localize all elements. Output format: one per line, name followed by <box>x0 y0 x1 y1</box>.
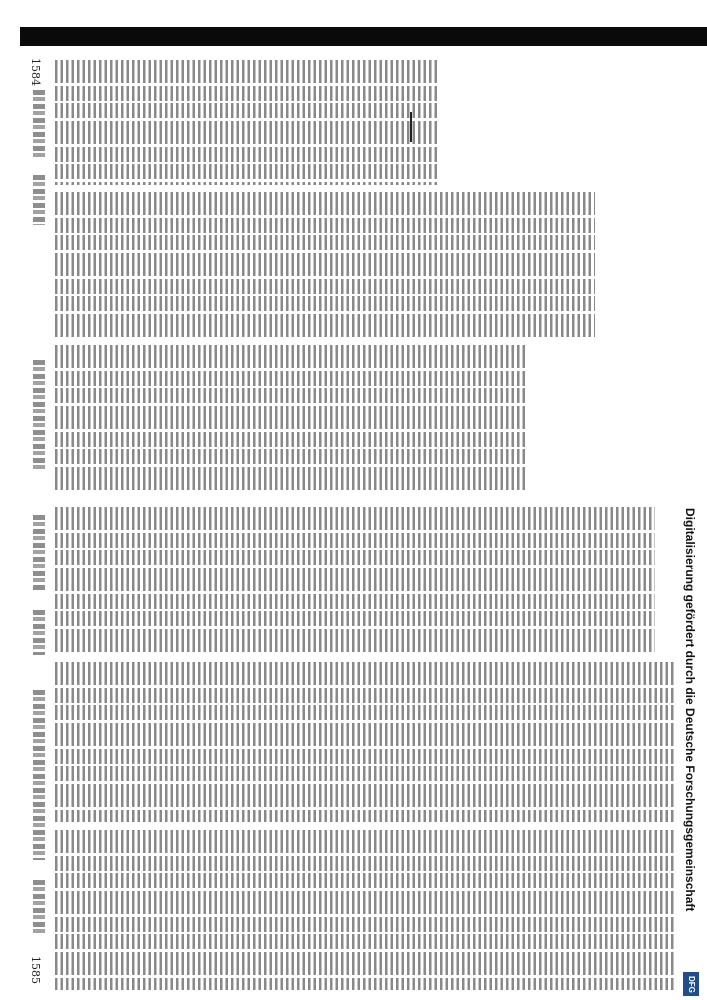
running-header-right <box>33 610 45 655</box>
left-page-column-1 <box>55 60 440 185</box>
right-page-column-3 <box>55 830 675 990</box>
running-header-left <box>33 90 45 160</box>
left-page-number: 1584 <box>29 58 42 86</box>
left-page-column-2 <box>55 192 595 338</box>
right-page-column-1 <box>55 507 655 653</box>
running-header-right <box>33 515 45 590</box>
left-page-column-3 <box>55 345 525 490</box>
running-header-right <box>33 690 45 860</box>
running-header-right <box>33 880 45 935</box>
digitization-credit: Digitalisierung gefördert durch die Deutsche Forschungsgemeinschaft <box>683 508 697 912</box>
running-header-left <box>33 175 45 225</box>
dfg-logo: DFG <box>683 972 699 996</box>
column-separator-mark <box>410 112 412 142</box>
right-page-column-2 <box>55 662 675 822</box>
scan-top-bar <box>20 27 707 46</box>
running-header-left <box>33 360 45 470</box>
right-page-number: 1585 <box>29 956 42 984</box>
